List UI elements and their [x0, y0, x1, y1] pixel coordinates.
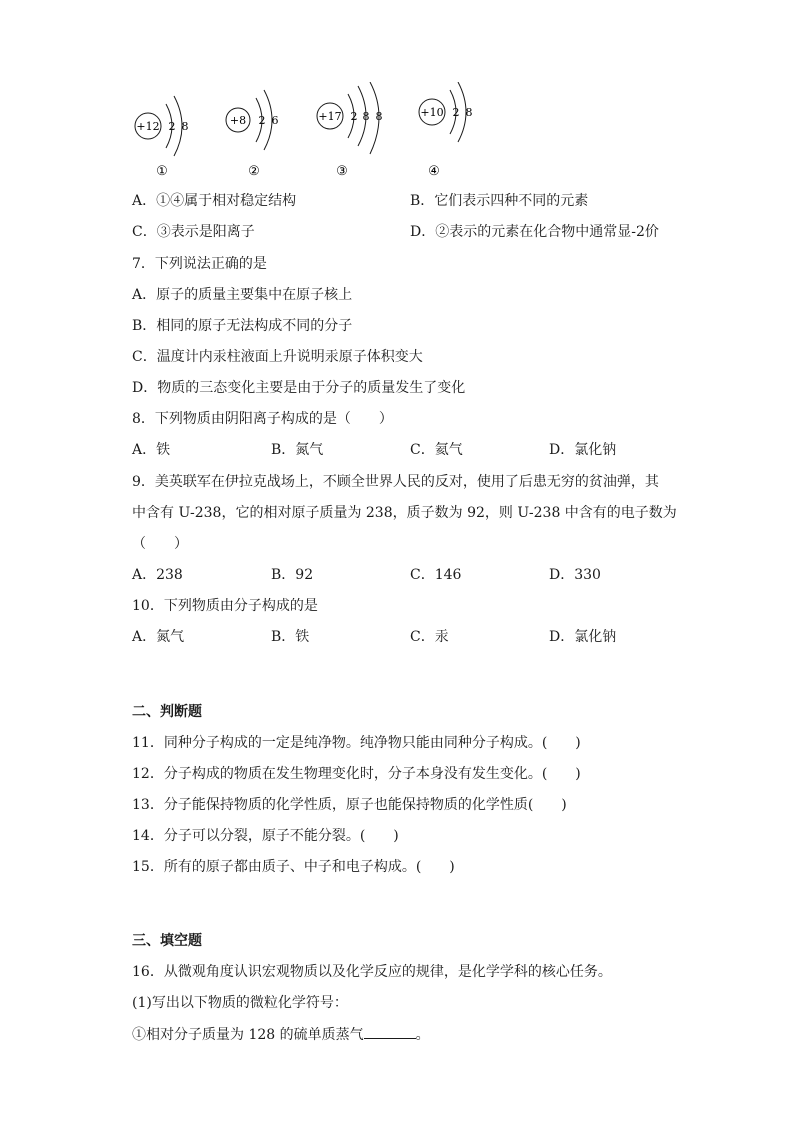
q10-stem: 10．下列物质由分子构成的是	[132, 598, 318, 614]
q10-option-b: B．铁	[271, 629, 310, 645]
shell-count: 2	[452, 106, 460, 119]
q15: 15．所有的原子都由质子、中子和电子构成。( )	[132, 859, 455, 875]
diagram-label: ③	[336, 164, 348, 179]
shell-count: 6	[271, 114, 279, 127]
shell-count: 2	[258, 114, 266, 127]
shell-count: 8	[375, 110, 383, 123]
diagram-label: ①	[156, 164, 168, 179]
atom-diagram-4	[414, 82, 494, 186]
atom-diagram-1	[130, 82, 210, 186]
answer-blank[interactable]	[364, 1024, 416, 1039]
q12: 12．分子构成的物质在发生物理变化时，分子本身没有发生变化。( )	[132, 766, 581, 782]
q9-stem-line3: （ ）	[132, 536, 188, 552]
q8-option-b: B．氮气	[271, 442, 324, 458]
q7-option-c: C．温度计内汞柱液面上升说明汞原子体积变大	[132, 349, 423, 365]
nucleus-label: +12	[136, 120, 160, 133]
q10-option-c: C．汞	[410, 629, 449, 645]
q13: 13．分子能保持物质的化学性质，原子也能保持物质的化学性质( )	[132, 797, 567, 813]
diagram-label: ②	[248, 164, 260, 179]
q14: 14．分子可以分裂，原子不能分裂。( )	[132, 828, 399, 844]
shell-count: 2	[168, 120, 176, 133]
shell-count: 8	[362, 110, 370, 123]
q16-item1-end: 。	[415, 1027, 430, 1043]
q9-stem-line2: 中含有 U-238，它的相对原子质量为 238，质子数为 92，则 U-238 中含有的电子数为	[132, 505, 677, 521]
section-title-fill: 三、填空题	[132, 933, 202, 949]
q10-option-a: A．氮气	[132, 629, 185, 645]
q6-option-a: A．①④属于相对稳定结构	[132, 193, 297, 209]
q7-option-a: A．原子的质量主要集中在原子核上	[132, 287, 353, 303]
q9-option-d: D．330	[549, 567, 601, 583]
nucleus-label: +17	[318, 110, 342, 123]
q9-option-c: C．146	[410, 567, 462, 583]
q6-option-b: B．它们表示四种不同的元素	[410, 193, 589, 209]
atom-diagram-3	[312, 82, 412, 186]
diagram-label: ④	[428, 164, 440, 179]
q8-option-d: D．氯化钠	[549, 442, 617, 458]
q8-stem: 8．下列物质由阴阳离子构成的是（ ）	[132, 411, 393, 427]
q16-item1	[132, 1024, 430, 1045]
q8-option-c: C．氦气	[410, 442, 463, 458]
q11: 11．同种分子构成的一定是纯净物。纯净物只能由同种分子构成。( )	[132, 735, 581, 751]
q16-sub1: (1)写出以下物质的微粒化学符号：	[132, 995, 348, 1011]
q6-option-c: C．③表示是阳离子	[132, 224, 255, 240]
q8-option-a: A．铁	[132, 442, 171, 458]
q6-option-d: D．②表示的元素在化合物中通常显-2价	[410, 224, 659, 240]
q9-option-a: A．238	[132, 567, 183, 583]
q7-option-b: B．相同的原子无法构成不同的分子	[132, 318, 353, 334]
q9-stem-line1: 9．美英联军在伊拉克战场上，不顾全世界人民的反对，使用了后患无穷的贫油弹，其	[132, 474, 659, 490]
q10-option-d: D．氯化钠	[549, 629, 617, 645]
shell-count: 2	[350, 110, 358, 123]
q7-stem: 7．下列说法正确的是	[132, 256, 267, 272]
atom-diagram-2	[220, 82, 300, 186]
q16-stem: 16．从微观角度认识宏观物质以及化学反应的规律，是化学学科的核心任务。	[132, 964, 612, 980]
q7-option-d: D．物质的三态变化主要是由于分子的质量发生了变化	[132, 380, 466, 396]
q16-item1-text: ①相对分子质量为 128 的硫单质蒸气	[132, 1027, 364, 1043]
shell-count: 8	[181, 120, 189, 133]
nucleus-label: +10	[420, 106, 444, 119]
atom-diagrams	[130, 82, 490, 182]
nucleus-label: +8	[229, 114, 247, 127]
section-title-judgement: 二、判断题	[132, 704, 202, 720]
shell-count: 8	[465, 106, 473, 119]
q9-option-b: B．92	[271, 567, 314, 583]
